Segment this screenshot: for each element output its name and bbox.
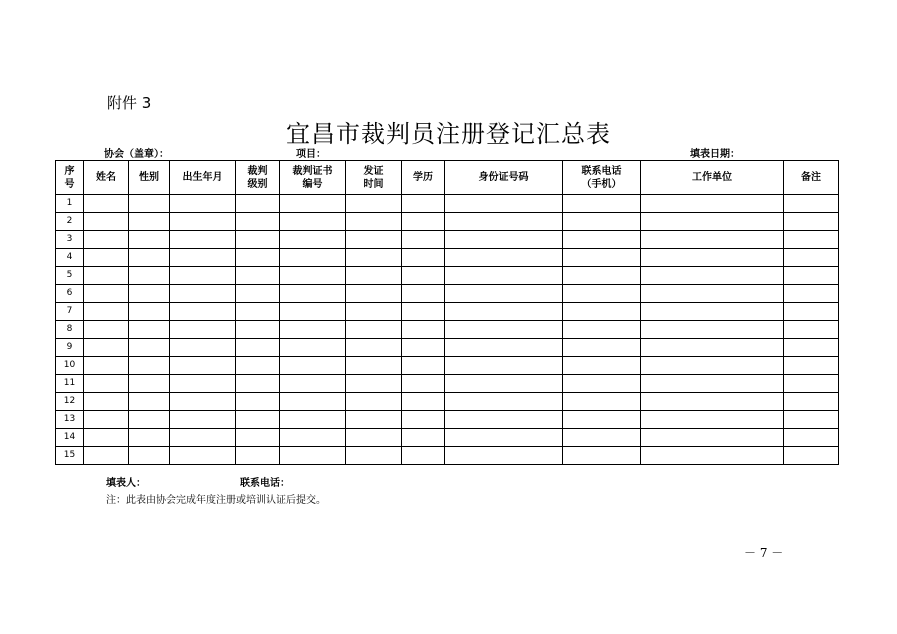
row-number: 14 [56, 429, 84, 447]
column-header-line1: 联系电话 [581, 165, 622, 177]
table-cell[interactable] [129, 321, 170, 339]
table-cell[interactable] [170, 375, 236, 393]
table-cell[interactable] [280, 375, 346, 393]
table-cell[interactable] [445, 267, 563, 285]
column-header-line1: 裁判证书 [292, 165, 333, 177]
table-cell[interactable] [129, 285, 170, 303]
table-cell[interactable] [280, 393, 346, 411]
table-cell[interactable] [129, 357, 170, 375]
table-cell[interactable] [280, 249, 346, 267]
table-row [56, 303, 839, 321]
table-cell[interactable] [346, 249, 402, 267]
table-cell[interactable] [346, 375, 402, 393]
table-cell[interactable] [236, 339, 280, 357]
table-cell[interactable] [280, 285, 346, 303]
table-cell[interactable] [84, 195, 129, 213]
table-cell[interactable] [402, 213, 445, 231]
table-cell[interactable] [236, 213, 280, 231]
table-cell[interactable] [280, 447, 346, 465]
column-header [129, 161, 170, 195]
table-cell[interactable] [563, 249, 641, 267]
table-row [56, 411, 839, 429]
column-header [280, 161, 346, 195]
table-cell[interactable] [445, 285, 563, 303]
table-cell[interactable] [129, 375, 170, 393]
table-cell[interactable] [84, 285, 129, 303]
table-cell[interactable] [784, 195, 839, 213]
table-cell[interactable] [784, 303, 839, 321]
column-header [56, 161, 84, 195]
column-header [170, 161, 236, 195]
table-cell[interactable] [170, 321, 236, 339]
table-row [56, 249, 839, 267]
table-cell[interactable] [170, 429, 236, 447]
row-number: 6 [56, 285, 84, 303]
table-header-row [56, 161, 839, 195]
table-cell[interactable] [445, 357, 563, 375]
table-cell[interactable] [170, 213, 236, 231]
table-body [56, 195, 839, 465]
table-cell[interactable] [170, 267, 236, 285]
table-cell[interactable] [445, 393, 563, 411]
row-number: 7 [56, 303, 84, 321]
table-cell[interactable] [84, 321, 129, 339]
table-cell[interactable] [346, 321, 402, 339]
table-row [56, 285, 839, 303]
table-cell[interactable] [280, 321, 346, 339]
table-cell[interactable] [170, 231, 236, 249]
column-header-line1: 性别 [139, 172, 159, 183]
page-number: － 7 － [744, 546, 784, 560]
table-cell[interactable] [129, 339, 170, 357]
table-cell[interactable] [402, 339, 445, 357]
table-cell[interactable] [129, 267, 170, 285]
table-cell[interactable] [784, 213, 839, 231]
table-cell[interactable] [346, 411, 402, 429]
table-cell[interactable] [280, 303, 346, 321]
table-cell[interactable] [129, 393, 170, 411]
table-cell[interactable] [784, 411, 839, 429]
table-cell[interactable] [170, 411, 236, 429]
table-cell[interactable] [563, 267, 641, 285]
column-header [445, 161, 563, 195]
table-cell[interactable] [84, 213, 129, 231]
table-row [56, 213, 839, 231]
filled-by-label: 填表人： [106, 478, 146, 489]
table-cell[interactable] [402, 231, 445, 249]
table-cell[interactable] [445, 303, 563, 321]
table-cell[interactable] [346, 447, 402, 465]
table-cell[interactable] [445, 213, 563, 231]
table-cell[interactable] [445, 447, 563, 465]
association-seal-label: 协会（盖章）： [104, 149, 169, 160]
column-header-line1: 学历 [413, 172, 433, 183]
table-cell[interactable] [402, 195, 445, 213]
table-cell[interactable] [563, 285, 641, 303]
table-cell[interactable] [129, 213, 170, 231]
column-header [402, 161, 445, 195]
table-cell[interactable] [641, 303, 784, 321]
table-cell[interactable] [402, 249, 445, 267]
table-cell[interactable] [346, 195, 402, 213]
table-cell[interactable] [346, 213, 402, 231]
table-row [56, 375, 839, 393]
table-cell[interactable] [563, 429, 641, 447]
table-cell[interactable] [784, 231, 839, 249]
table-cell[interactable] [784, 429, 839, 447]
table-cell[interactable] [236, 393, 280, 411]
row-number: 12 [56, 393, 84, 411]
page-title: 宜昌市裁判员注册登记汇总表 [286, 120, 611, 148]
table-cell[interactable] [84, 357, 129, 375]
table-cell[interactable] [563, 357, 641, 375]
table-row [56, 267, 839, 285]
table-cell[interactable] [236, 447, 280, 465]
table-cell[interactable] [784, 285, 839, 303]
table-cell[interactable] [170, 447, 236, 465]
table-cell[interactable] [641, 249, 784, 267]
table-cell[interactable] [641, 429, 784, 447]
table-cell[interactable] [641, 267, 784, 285]
table-cell[interactable] [402, 429, 445, 447]
table-cell[interactable] [402, 393, 445, 411]
table-row [56, 339, 839, 357]
table-cell[interactable] [236, 429, 280, 447]
table-cell[interactable] [563, 375, 641, 393]
table-cell[interactable] [280, 429, 346, 447]
table-cell[interactable] [641, 411, 784, 429]
row-number: 11 [56, 375, 84, 393]
table-cell[interactable] [84, 393, 129, 411]
table-cell[interactable] [641, 357, 784, 375]
column-header-line2: （手机） [581, 178, 622, 190]
table-row [56, 321, 839, 339]
table-cell[interactable] [129, 249, 170, 267]
table-cell[interactable] [346, 357, 402, 375]
table-cell[interactable] [641, 213, 784, 231]
table-cell[interactable] [346, 285, 402, 303]
table-cell[interactable] [402, 267, 445, 285]
column-header [784, 161, 839, 195]
table-cell[interactable] [402, 411, 445, 429]
table-cell[interactable] [784, 393, 839, 411]
table-cell[interactable] [563, 393, 641, 411]
table-cell[interactable] [563, 231, 641, 249]
table-note: 注：此表由协会完成年度注册或培训认证后提交。 [106, 495, 326, 506]
table-cell[interactable] [170, 285, 236, 303]
row-number: 4 [56, 249, 84, 267]
table-cell[interactable] [445, 411, 563, 429]
table-cell[interactable] [84, 429, 129, 447]
table-cell[interactable] [236, 195, 280, 213]
table-cell[interactable] [402, 321, 445, 339]
table-cell[interactable] [346, 339, 402, 357]
table-cell[interactable] [84, 447, 129, 465]
table-cell[interactable] [641, 375, 784, 393]
row-number: 1 [56, 195, 84, 213]
column-header-line2: 号 [64, 178, 75, 190]
row-number: 10 [56, 357, 84, 375]
column-header-line1: 备注 [801, 172, 821, 183]
table-cell[interactable] [445, 375, 563, 393]
registration-table [55, 160, 839, 465]
table-cell[interactable] [784, 321, 839, 339]
table-cell[interactable] [445, 321, 563, 339]
table-row [56, 447, 839, 465]
table-cell[interactable] [445, 249, 563, 267]
table-cell[interactable] [170, 195, 236, 213]
table-cell[interactable] [129, 447, 170, 465]
column-header [84, 161, 129, 195]
table-cell[interactable] [784, 357, 839, 375]
column-header-line1: 发证 [363, 165, 384, 177]
row-number: 13 [56, 411, 84, 429]
table-cell[interactable] [236, 321, 280, 339]
table-cell[interactable] [445, 429, 563, 447]
row-number: 2 [56, 213, 84, 231]
table-cell[interactable] [129, 429, 170, 447]
table-cell[interactable] [784, 249, 839, 267]
table-row [56, 393, 839, 411]
table-cell[interactable] [84, 249, 129, 267]
table-cell[interactable] [236, 303, 280, 321]
column-header-line1: 裁判 [247, 165, 268, 177]
column-header-line1: 身份证号码 [478, 172, 529, 183]
row-number: 9 [56, 339, 84, 357]
table-cell[interactable] [563, 213, 641, 231]
table-cell[interactable] [563, 321, 641, 339]
table-cell[interactable] [280, 195, 346, 213]
row-number: 5 [56, 267, 84, 285]
table-cell[interactable] [641, 231, 784, 249]
table-cell[interactable] [170, 249, 236, 267]
table-cell[interactable] [84, 375, 129, 393]
table-cell[interactable] [563, 339, 641, 357]
table-cell[interactable] [563, 195, 641, 213]
table-row [56, 429, 839, 447]
table-cell[interactable] [170, 303, 236, 321]
table-cell[interactable] [563, 447, 641, 465]
table-cell[interactable] [402, 447, 445, 465]
table-cell[interactable] [641, 393, 784, 411]
fill-date-label: 填表日期： [690, 149, 740, 160]
column-header [563, 161, 641, 195]
table-cell[interactable] [784, 447, 839, 465]
table-cell[interactable] [346, 429, 402, 447]
column-header-line1: 出生年月 [182, 172, 223, 183]
table-cell[interactable] [236, 411, 280, 429]
table-cell[interactable] [563, 303, 641, 321]
table-cell[interactable] [280, 231, 346, 249]
table-cell[interactable] [84, 303, 129, 321]
table-cell[interactable] [280, 339, 346, 357]
table-cell[interactable] [784, 267, 839, 285]
table-cell[interactable] [280, 357, 346, 375]
table-cell[interactable] [641, 285, 784, 303]
table-cell[interactable] [784, 339, 839, 357]
table-cell[interactable] [641, 195, 784, 213]
column-header [641, 161, 784, 195]
column-header [346, 161, 402, 195]
table-cell[interactable] [129, 231, 170, 249]
table-cell[interactable] [641, 447, 784, 465]
table-cell[interactable] [346, 393, 402, 411]
table-cell[interactable] [402, 357, 445, 375]
table-cell[interactable] [280, 213, 346, 231]
table-cell[interactable] [170, 357, 236, 375]
table-cell[interactable] [346, 267, 402, 285]
table-cell[interactable] [170, 393, 236, 411]
table-cell[interactable] [445, 339, 563, 357]
row-number: 3 [56, 231, 84, 249]
table-cell[interactable] [641, 321, 784, 339]
table-cell[interactable] [84, 339, 129, 357]
table-cell[interactable] [236, 285, 280, 303]
column-header-line2: 编号 [302, 178, 323, 190]
column-header-line2: 级别 [247, 178, 268, 190]
table-cell[interactable] [280, 411, 346, 429]
table-cell[interactable] [236, 231, 280, 249]
table-cell[interactable] [236, 375, 280, 393]
table-cell[interactable] [445, 195, 563, 213]
table-cell[interactable] [445, 231, 563, 249]
table-cell[interactable] [563, 411, 641, 429]
contact-phone-label: 联系电话： [240, 478, 290, 489]
table-row [56, 357, 839, 375]
attachment-label: 附件 3 [107, 94, 152, 112]
table-cell[interactable] [84, 411, 129, 429]
table-cell[interactable] [236, 267, 280, 285]
table-cell[interactable] [236, 357, 280, 375]
table-cell[interactable] [84, 231, 129, 249]
table-cell[interactable] [84, 267, 129, 285]
table-cell[interactable] [402, 303, 445, 321]
table-cell[interactable] [402, 285, 445, 303]
row-number: 15 [56, 447, 84, 465]
table-row [56, 231, 839, 249]
table-cell[interactable] [402, 375, 445, 393]
row-number: 8 [56, 321, 84, 339]
table-cell[interactable] [129, 195, 170, 213]
table-cell[interactable] [170, 339, 236, 357]
table-cell[interactable] [346, 231, 402, 249]
table-cell[interactable] [236, 249, 280, 267]
table-cell[interactable] [346, 303, 402, 321]
table-cell[interactable] [784, 375, 839, 393]
table-cell[interactable] [129, 411, 170, 429]
table-cell[interactable] [641, 339, 784, 357]
column-header-line2: 时间 [363, 178, 384, 190]
table-cell[interactable] [280, 267, 346, 285]
table-cell[interactable] [129, 303, 170, 321]
column-header-line1: 序 [64, 165, 75, 177]
column-header-line1: 工作单位 [692, 172, 732, 183]
table-row [56, 195, 839, 213]
column-header [236, 161, 280, 195]
project-label: 项目： [296, 149, 326, 160]
column-header-line1: 姓名 [96, 172, 116, 183]
